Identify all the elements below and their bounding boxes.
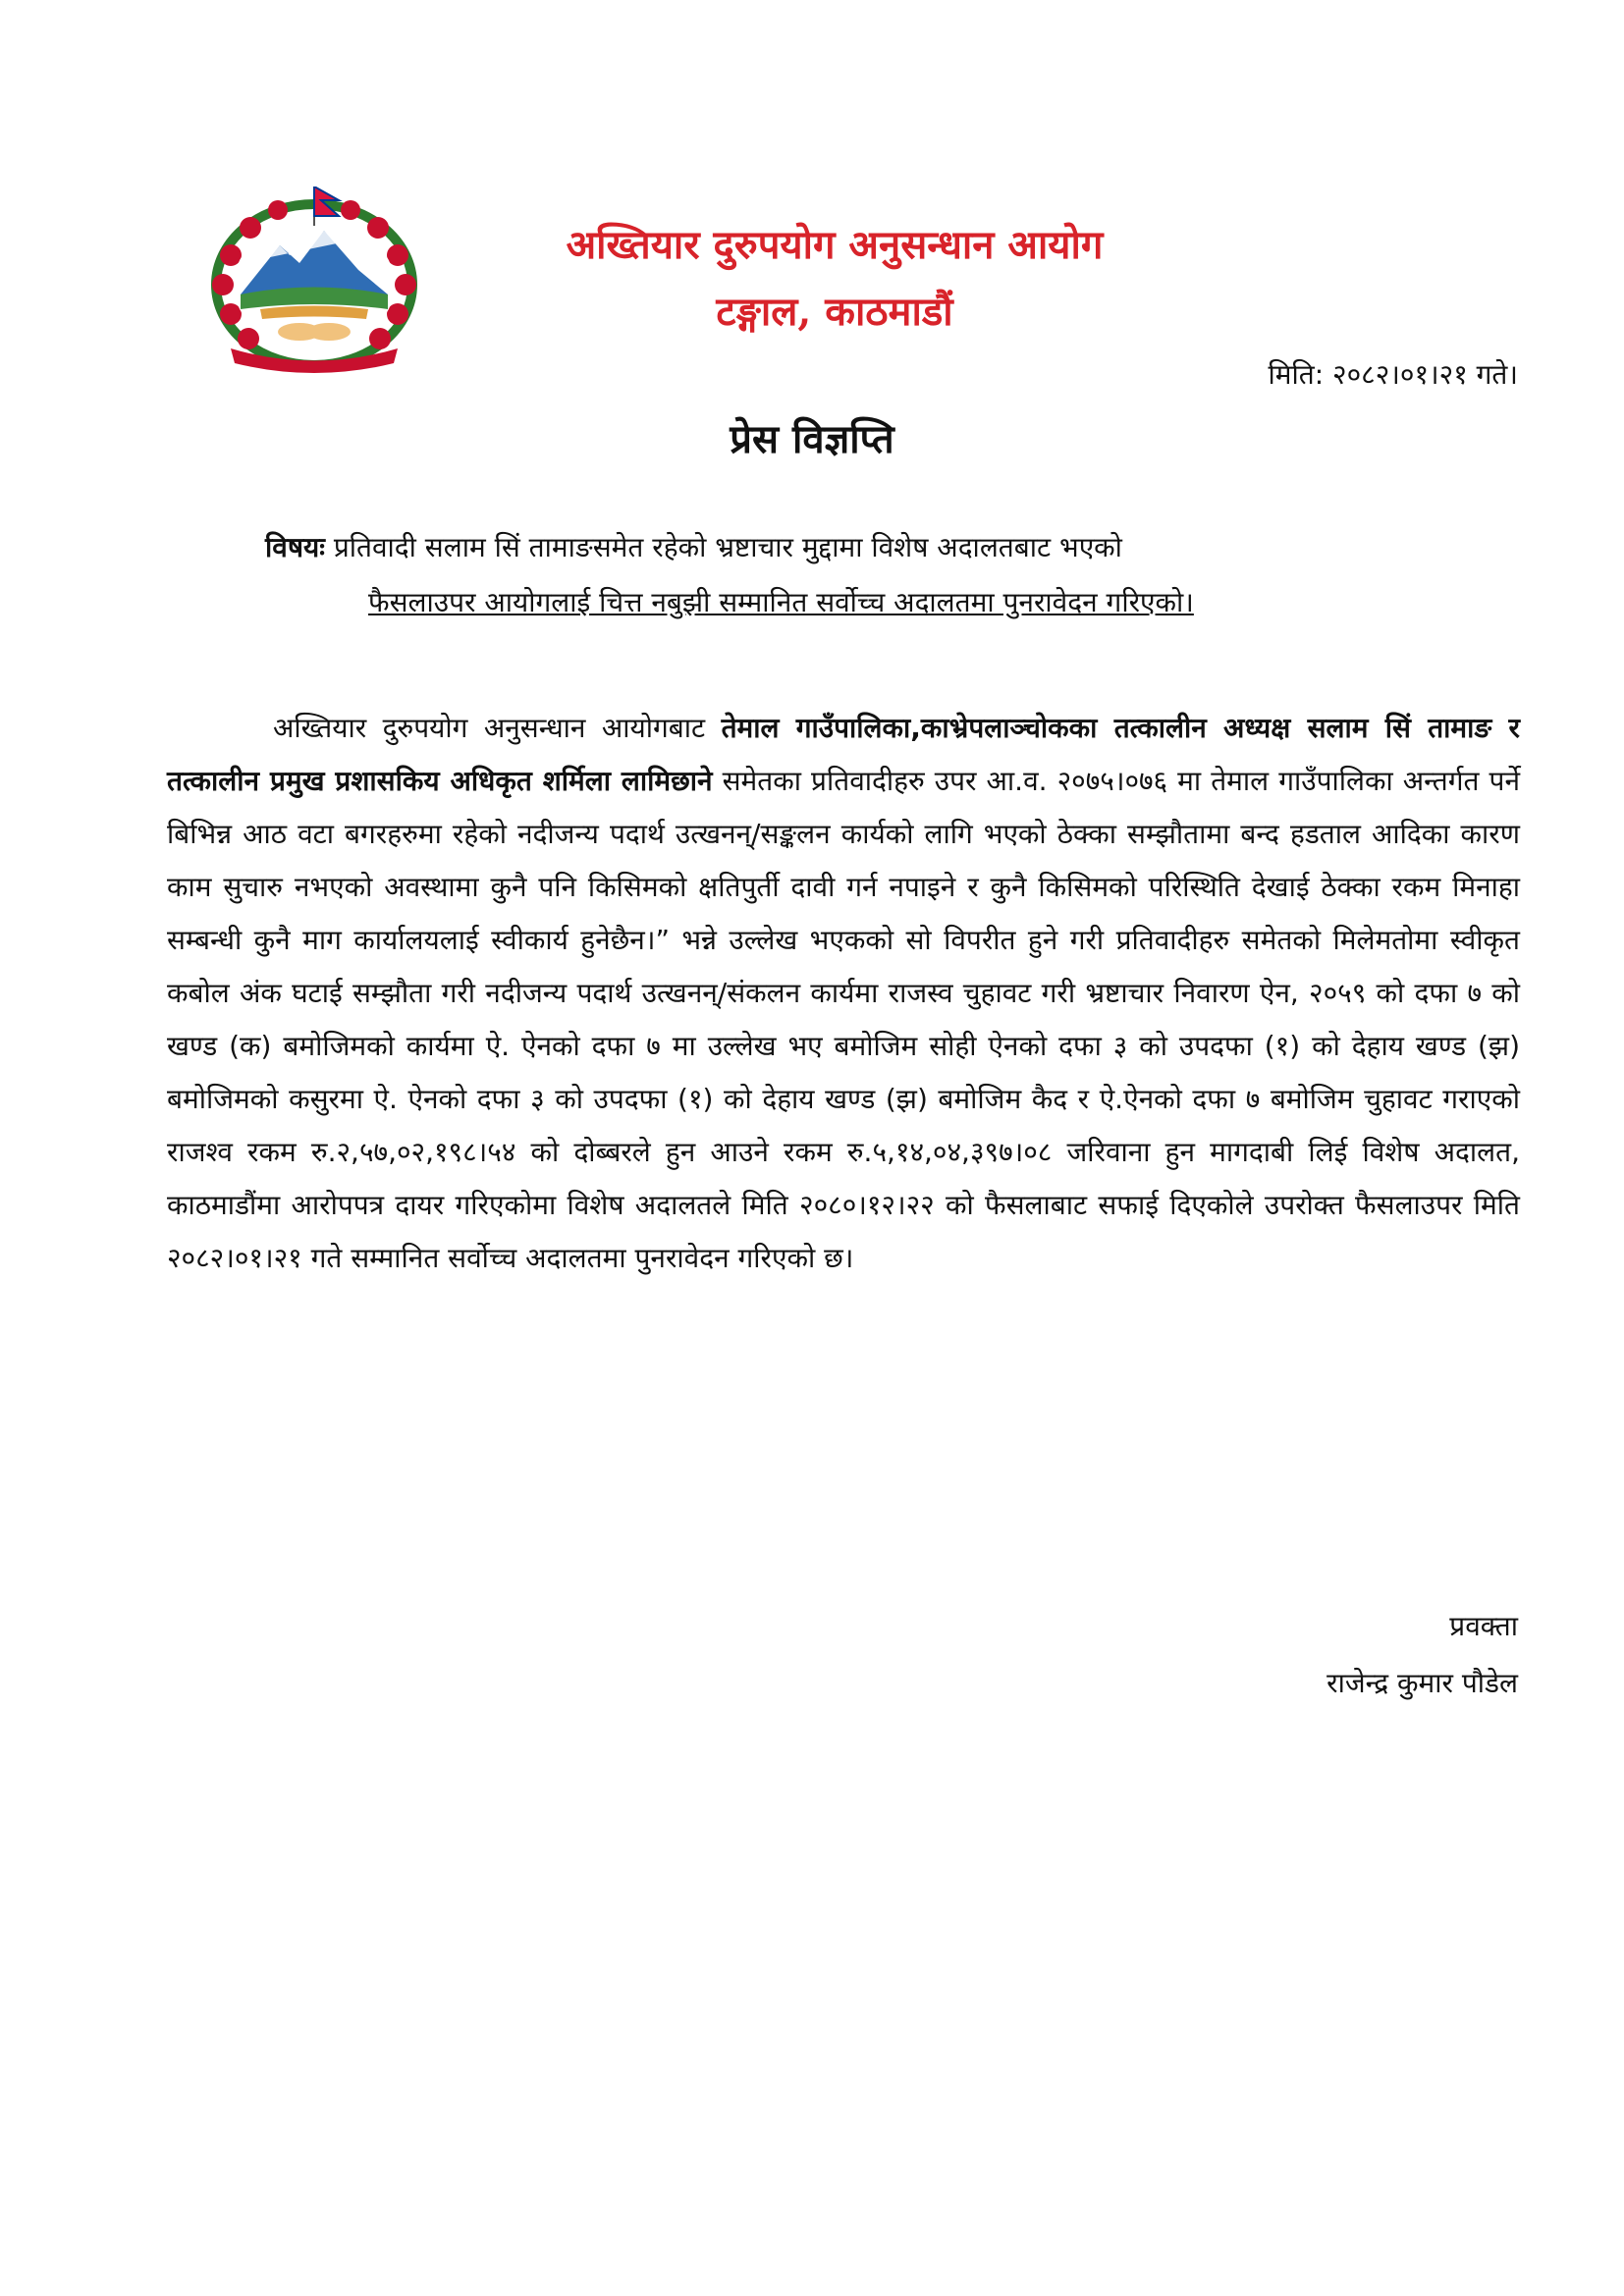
subject-label: विषयः <box>265 531 325 563</box>
national-emblem-logo <box>201 187 427 373</box>
body-bold-names: तेमाल गाउँपालिका,काभ्रेपलाञ्चोकका तत्कालीन अध्यक्ष सलाम सिं तामाङ र तत्कालीन प्रमुख प्रशासकिय अधिकृत शर्मिला लामिछाने <box>167 712 1520 797</box>
emblem-handshake <box>278 323 351 341</box>
body-paragraph <box>167 702 1520 1285</box>
subject-line-1: प्रतिवादी सलाम सिं तामाङसमेत रहेको भ्रष्टाचार मुद्दामा विशेष अदालतबाट भएको <box>333 531 1122 563</box>
body-rest: समेतका प्रतिवादीहरु उपर आ.व. २०७५।०७६ मा तेमाल गाउँपालिका अन्तर्गत पर्ने बिभिन्न आठ वटा बगरहरुमा रहेको नदीजन्य पदार्थ उत्खनन्/सङ्कलन कार्यको लागि भएको ठेक्का सम्झौतामा बन्द हडताल आदिका कारण काम सुचारु नभएको अवस्थामा कुनै पनि किसिमको क्षतिपुर्ती दावी गर्न नपाइने र कुनै किसिमको परिस्थिति देखाई ठेक्का रकम मिनाहा सम्बन्धी कुनै माग कार्यालयलाई स्वीकार्य हुनेछैन।” भन्ने उल्लेख भएकको सो विपरीत हुने गरी प्रतिवादीहरु समेतको मिलेमतोमा स्वीकृत कबोल अंक घटाई सम्झौता गरी नदीजन्य पदार्थ उत्खनन्/संकलन कार्यमा राजस्व चुहावट गरी भ्रष्टाचार निवारण ऐन, २०५९ को दफा ७ को खण्ड (क) बमोजिमको कार्यमा ऐ. ऐनको दफा ७ मा उल्लेख भए बमोजिम सोही ऐनको दफा ३ को उपदफा (१) को देहाय खण्ड (झ) बमोजिमको कसुरमा ऐ. ऐनको दफा ३ को उपदफा (१) को देहाय खण्ड (झ) बमोजिम कैद र ऐ.ऐनको दफा ७ बमोजिम चुहावट गराएको राजश्व रकम रु.२,५७,०२,१९८।५४ को दोब्बरले हुन आउने रकम रु.५,१४,०४,३९७।०८ जरिवाना हुन मागदाबी लिई विशेष अदालत, काठमाडौंमा आरोपपत्र दायर गरिएकोमा विशेष अदालतले मिति २०८०।१२।२२ को फैसलाबाट सफाई दिएकोले उपरोक्त फैसलाउपर मिति २०८२।०१।२१ गते सम्मानित सर्वोच्च अदालतमा पुनरावेदन गरिएको छ। <box>167 765 1520 1274</box>
date-line: मिति: २०८२।०१।२१ गते। <box>1268 358 1518 391</box>
body-intro: अख्तियार दुरुपयोग अनुसन्धान आयोगबाट <box>273 712 722 744</box>
signature-block <box>1326 1598 1518 1712</box>
subject-block <box>265 520 1517 630</box>
organization-title: अख्तियार दुरुपयोग अनुसन्धान आयोग <box>566 222 1104 268</box>
signature-name: राजेन्द्र कुमार पौडेल <box>1326 1667 1518 1699</box>
subject-line-2: फैसलाउपर आयोगलाई चित्त नबुझी सम्मानित सर्वोच्च अदालतमा पुनरावेदन गरिएको। <box>368 586 1194 618</box>
organization-location: टङ्गाल, काठमाडौं <box>716 289 953 335</box>
press-release-title: प्रेस विज्ञप्ति <box>730 417 894 462</box>
signature-role: प्रवक्ता <box>1449 1610 1518 1642</box>
